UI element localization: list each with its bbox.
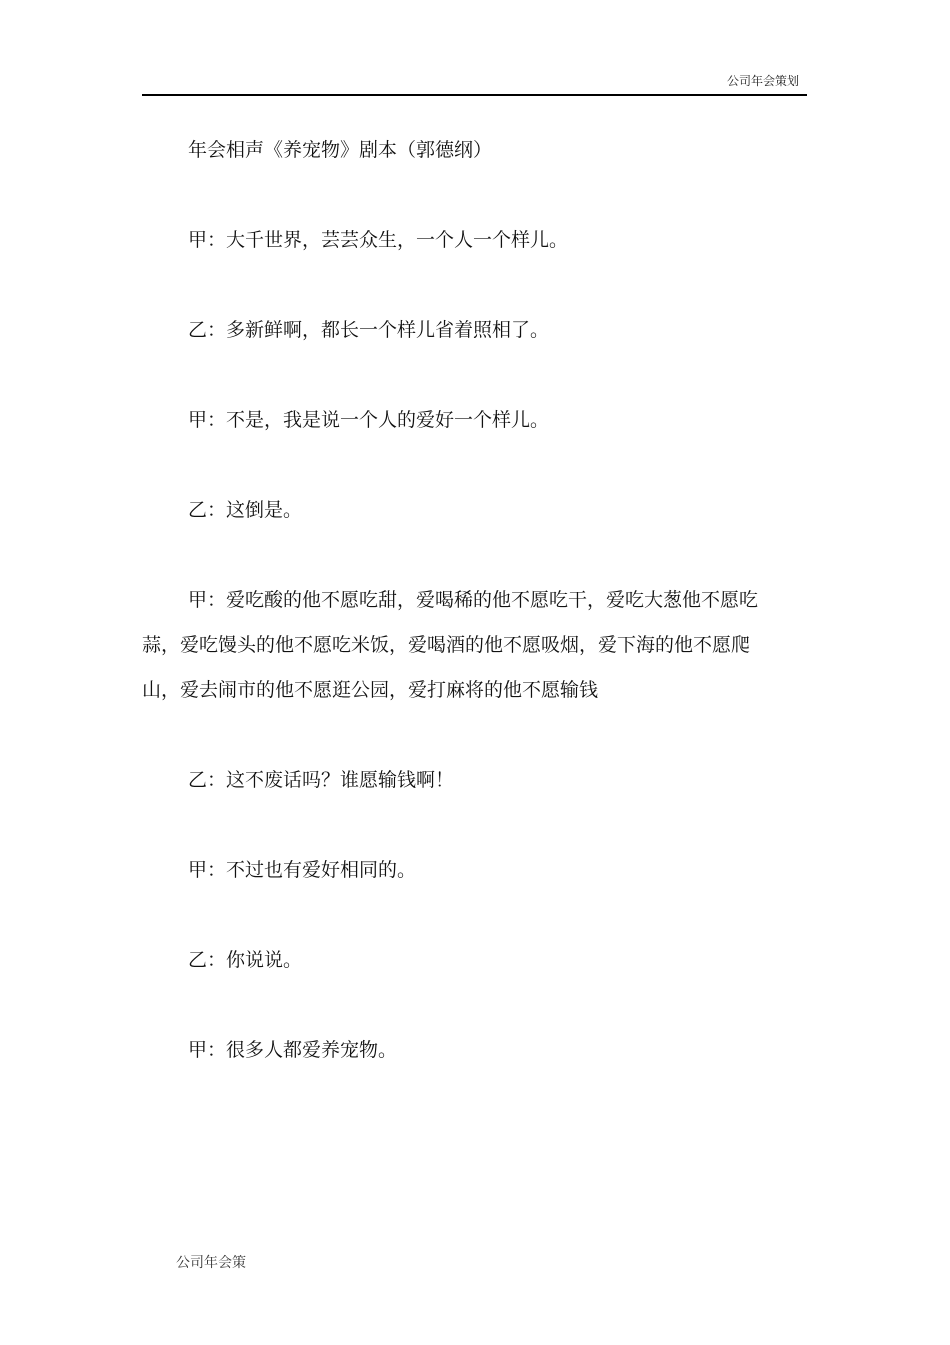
paragraph: 甲：很多人都爱养宠物。 — [188, 1039, 398, 1061]
footer-text: 公司年会策 — [176, 1255, 246, 1271]
page-footer — [176, 1252, 296, 1271]
paragraph: 甲：大千世界，芸芸众生，一个人一个样儿。 — [188, 229, 569, 251]
paragraph: 甲：不是，我是说一个人的爱好一个样儿。 — [188, 409, 550, 431]
document-title: 年会相声《养宠物》剧本（郭德纲） — [188, 139, 493, 161]
paragraph: 乙：这不废话吗？谁愿输钱啊！ — [188, 769, 455, 791]
header-text: 公司年会策划 — [726, 74, 799, 88]
paragraph: 乙：你说说。 — [188, 949, 303, 971]
paragraph: 乙：这倒是。 — [188, 499, 303, 521]
document-body — [142, 128, 782, 1118]
paragraph: 甲：不过也有爱好相同的。 — [188, 859, 417, 881]
page-header — [142, 74, 807, 96]
paragraph: 甲：爱吃酸的他不愿吃甜，爱喝稀的他不愿吃干，爱吃大葱他不愿吃蒜，爱吃馒头的他不愿吃米饭，爱喝酒的他不愿吸烟，爱下海的他不愿爬山，爱去闹市的他不愿逛公园，爱打麻将的他不愿输钱 — [142, 589, 759, 701]
paragraph: 乙：多新鲜啊，都长一个样儿省着照相了。 — [188, 319, 550, 341]
